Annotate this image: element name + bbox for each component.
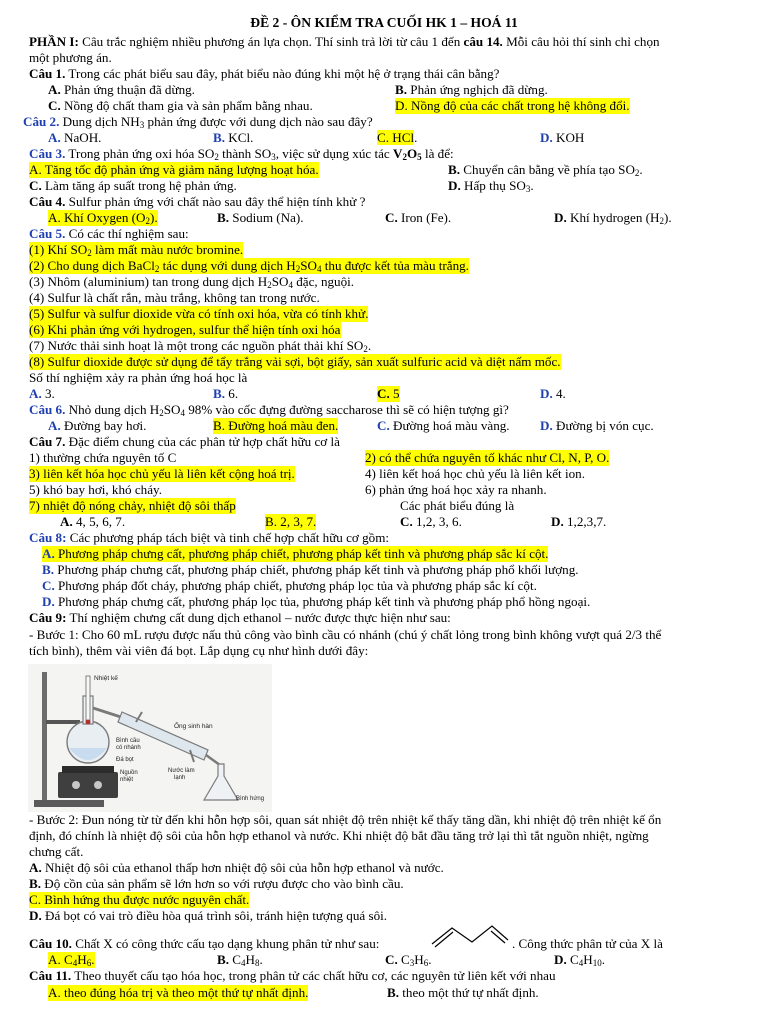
hotplate — [62, 766, 114, 773]
q5-item-8: (8) Sulfur dioxide được sử dụng để tẩy trắng vải sợi, bột giấy, sản xuất sulfuric acid và diệt nấm mốc. — [29, 354, 561, 369]
q3-option-d: D. Hấp thụ $SO_3$. — [448, 178, 534, 194]
q4-option-a-answer: A. Khí Oxygen $(O_2)$. — [48, 210, 158, 226]
q6-stem: Câu 6. Nhỏ dung dịch $H_2SO_4$ 98% vào cốc đựng đường saccharose thì sẽ có hiện tượng gì? — [29, 402, 509, 418]
heater-knob-icon — [94, 781, 102, 789]
q3-option-b: B. Chuyển cân bằng về phía tạo $SO_2$. — [448, 162, 643, 178]
q1-option-c: C. Nồng độ chất tham gia và sản phẩm bằng nhau. — [48, 98, 313, 113]
q10-stem: Câu 10. Chất X có công thức cấu tạo dạng khung phân tử như sau: — [29, 936, 380, 951]
q5-option-d: D. 4. — [540, 386, 566, 401]
q7-item-4: 4) liên kết hoá học chủ yếu là liên kết ion. — [365, 466, 585, 481]
q10-stem-end: . Công thức phân tử của X là — [512, 936, 663, 951]
label-flask-1: Bình cầu — [116, 738, 140, 744]
q5-option-c-answer: C. 5 — [377, 386, 400, 401]
part1-intro-cont: một phương án. — [29, 50, 112, 65]
q2-option-d: D. KOH — [540, 130, 585, 145]
q5-item-3: (3) Nhôm (aluminium) tan trong dung dịch $H_2SO_4$ đặc, nguội. — [29, 274, 355, 290]
q7-stem: Câu 7. Đặc điểm chung của các phân tử hợp chất hữu cơ là — [29, 434, 340, 449]
q7-option-c: C. 1,2, 3, 6. — [400, 514, 462, 529]
q9-option-a: A. Nhiệt độ sôi của ethanol thấp hơn nhiệt độ sôi của hỗn hợp ethanol và nước. — [29, 860, 444, 875]
q11-option-a-answer: A. theo đúng hóa trị và theo một thứ tự nhất định. — [48, 985, 309, 1000]
q5-option-b: B. 6. — [213, 386, 239, 401]
page-title: ĐỀ 2 - ÔN KIỂM TRA CUỐI HK 1 – HOÁ 11 — [250, 15, 518, 30]
q11-stem: Câu 11. Theo thuyết cấu tạo hóa học, trong phân tử các chất hữu cơ, các nguyên tử liên kết với nhau — [29, 968, 556, 983]
q6-option-c: C. Đường hoá màu vàng. — [377, 418, 510, 433]
q5-ask: Số thí nghiệm xảy ra phản ứng hoá học là — [29, 370, 248, 385]
q3-option-c: C. Làm tăng áp suất trong hệ phản ứng. — [29, 178, 237, 193]
q6-option-b-answer: B. Đường hoá màu đen. — [213, 418, 339, 433]
q4-option-d: D. Khí hydrogen $(H_2)$. — [554, 210, 672, 226]
clamp-arm — [46, 720, 80, 724]
q5-item-7: (7) Nước thải sinh hoạt là một trong các nguồn phát thải khí $SO_2$. — [29, 338, 372, 354]
q9-option-d: D. Đá bọt có vai trò điều hòa quá trình sôi, tránh hiện tượng quá sôi. — [29, 908, 388, 923]
q7-item-3: 3) liên kết hóa học chủ yếu là liên kết cộng hoá trị. — [29, 466, 295, 481]
q9-stem: Câu 9: Thí nghiệm chưng cất dung dịch ethanol – nước được thực hiện như sau: — [29, 610, 451, 625]
q5-item-6: (6) Khi phản ứng với hydrogen, sulfur thể hiện tính oxi hóa — [29, 322, 341, 337]
q7-option-d: D. 1,2,3,7. — [551, 514, 607, 529]
q4-option-b: B. Sodium (Na). — [217, 210, 304, 225]
label-thermometer: Nhiệt kế — [94, 675, 118, 682]
q7-option-a: A. 4, 5, 6, 7. — [60, 514, 126, 529]
q7-item-6: 6) phản ứng hoá học xảy ra nhanh. — [365, 482, 547, 497]
q9-step2-line2: định, đó chính là nhiệt độ sôi của hỗn hợp ethanol và nước. Khi nhiệt độ bắt đầu tăng trở lại thì tắt nguồn nhiệt, ngừng — [29, 828, 649, 843]
q9-step2-line1: - Bước 2: Đun nóng từ từ đến khi hỗn hợp sôi, quan sát nhiệt độ trên nhiệt kế thấy tăng dần, khi nhiệt độ trên nhiệt kế ổn — [29, 812, 662, 827]
skeleton-bonds — [432, 926, 508, 944]
q6-option-d: D. Đường bị vón cục. — [540, 418, 654, 433]
part1-intro: PHẦN I: Câu trắc nghiệm nhiều phương án lựa chọn. Thí sinh trả lời từ câu 1 đến câu 14. Mỗi câu hỏi thí sinh chỉ chọn — [29, 34, 660, 49]
label-cooling-water-2: lạnh — [174, 775, 186, 781]
label-cooling-water-1: Nước làm — [168, 768, 195, 774]
label-stones: Đá bọt — [116, 757, 134, 763]
q10-option-d: D. $C_4H_{10}$. — [554, 952, 605, 968]
q1-option-b: B. Phản ứng nghịch đã dừng. — [395, 82, 548, 97]
heater-body — [58, 772, 118, 798]
skeletal-formula-figure — [430, 922, 510, 948]
q2-option-b: B. KCl. — [213, 130, 254, 145]
q5-option-a: A. 3. — [29, 386, 55, 401]
q5-item-5: (5) Sulfur và sulfur dioxide vừa có tính oxi hóa, vừa có tính khử. — [29, 306, 369, 321]
q3-stem: Câu 3. Trong phản ứng oxi hóa $SO_2$ thành $SO_3$, việc sử dụng xúc tác $V_2O_5$ là để: — [29, 146, 454, 162]
thermometer-bulb — [86, 720, 91, 725]
q10-option-a-answer: A. $C_4H_6$. — [48, 952, 95, 968]
q4-stem: Câu 4. Sulfur phản ứng với chất nào sau đây thể hiện tính khử ? — [29, 194, 366, 209]
q2-stem: Câu 2. Dung dịch $NH_3$ phản ứng được với dung dịch nào sau đây? — [23, 114, 373, 130]
q7-item-7: 7) nhiệt độ nóng chảy, nhiệt độ sôi thấp — [29, 498, 236, 513]
q3-option-a-answer: A. Tăng tốc độ phản ứng và giảm năng lượng hoạt hóa. — [29, 162, 319, 177]
q9-option-c-answer: C. Bình hứng thu được nước nguyên chất. — [29, 892, 250, 907]
q8-option-d: D. Phương pháp chưng cất, phương pháp lọc tủa, phương pháp kết tinh và phương pháp phổ hồng ngoại. — [42, 594, 591, 609]
label-flask-2: có nhánh — [116, 745, 141, 751]
label-receiver: Bình hứng — [236, 796, 265, 802]
label-condenser: Ống sinh hàn — [174, 723, 213, 730]
thermometer-icon — [86, 676, 90, 722]
q1-option-d-answer: D. Nồng độ của các chất trong hệ không đổi. — [395, 98, 630, 113]
q6-option-a: A. Đường bay hơi. — [48, 418, 147, 433]
q10-option-b: B. $C_4H_8$. — [217, 952, 263, 968]
q2-option-c-answer: C. HCl. — [377, 130, 418, 145]
q9-step2-line3: chưng cất. — [29, 844, 84, 859]
q9-option-b: B. Độ cồn của sản phẩm sẽ lớn hơn so với rượu được cho vào bình cầu. — [29, 876, 404, 891]
distillation-apparatus-figure — [28, 664, 272, 812]
q5-stem: Câu 5. Có các thí nghiệm sau: — [29, 226, 189, 241]
q9-step1-line1: - Bước 1: Cho 60 mL rượu được nấu thủ công vào bình cầu có nhánh (chú ý chất lỏng trong bình không vượt quá 2/3 thể — [29, 627, 662, 642]
q5-item-1: (1) Khí $SO_2$ làm mất màu nước bromine. — [29, 242, 244, 258]
heater-knob-icon — [72, 781, 80, 789]
q7-option-b-answer: B. 2, 3, 7. — [265, 514, 317, 529]
q10-option-c: C. $C_3H_6$. — [385, 952, 432, 968]
q8-option-a-answer: A. Phương pháp chưng cất, phương pháp chiết, phương pháp kết tinh và phương pháp sắc kí cột. — [42, 546, 549, 561]
q9-step1-line2: tích bình), thêm vài viên đá bọt. Lắp dụng cụ như hình dưới đây: — [29, 643, 369, 658]
q8-option-b: B. Phương pháp chưng cất, phương pháp chiết, phương pháp kết tinh và phương pháp phổ khối lượng. — [42, 562, 579, 577]
q7-ask: Các phát biểu đúng là — [400, 498, 515, 513]
q5-item-4: (4) Sulfur là chất rắn, màu trắng, không tan trong nước. — [29, 290, 320, 305]
double-bond-2 — [491, 931, 505, 943]
q5-item-2: (2) Cho dung dịch BaCl$_2$ tác dụng với dung dịch $H_2SO_4$ thu được kết tủa màu trắng. — [29, 258, 469, 274]
q11-option-b: B. theo một thứ tự nhất định. — [387, 985, 539, 1000]
q1-stem: Câu 1. Trong các phát biểu sau đây, phát biểu nào đúng khi một hệ ở trạng thái cân bằng? — [29, 66, 500, 81]
q8-option-c: C. Phương pháp đốt cháy, phương pháp chiết, phương pháp lọc tủa và phương pháp sắc kí cột. — [42, 578, 537, 593]
retort-stand-base — [34, 800, 104, 807]
q4-option-c: C. Iron (Fe). — [385, 210, 452, 225]
q7-item-2: 2) có thể chứa nguyên tố khác như Cl, N, P, O. — [365, 450, 610, 465]
q7-item-5: 5) khó bay hơi, khó cháy. — [29, 482, 162, 497]
q2-option-a: A. NaOH. — [48, 130, 102, 145]
retort-stand-rod — [42, 672, 47, 804]
q8-stem: Câu 8: Các phương pháp tách biệt và tinh chế hợp chất hữu cơ gồm: — [29, 530, 390, 545]
q7-item-1: 1) thường chứa nguyên tố C — [29, 450, 177, 465]
q1-option-a: A. Phản ứng thuận đã dừng. — [48, 82, 195, 97]
label-heat-2: nhiệt — [120, 777, 134, 783]
label-heat-1: Nguồn — [120, 770, 138, 776]
